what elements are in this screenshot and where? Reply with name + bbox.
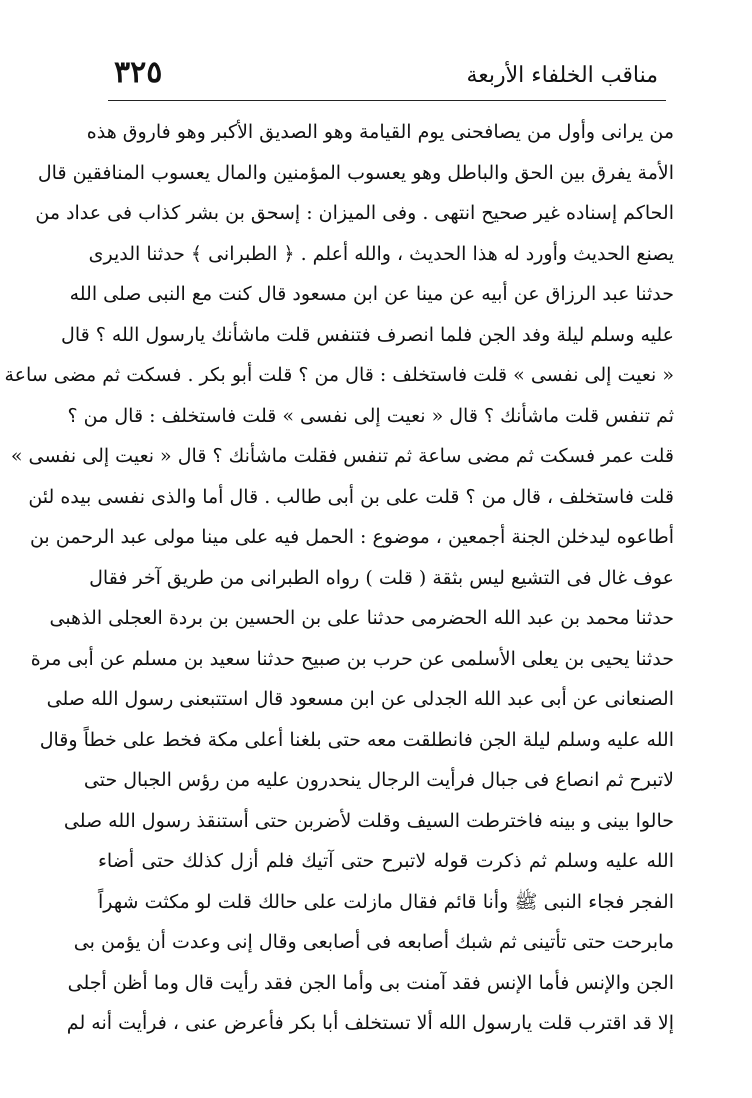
- text-line: الأمة يفرق بين الحق والباطل وهو يعسوب المؤمنين والمال يعسوب المنافقين قال: [37, 161, 674, 184]
- body-text: [4, 112, 674, 1044]
- text-line: حالوا بينى و بينه فاخترطت السيف وقلت لأضربن حتى أستنقذ رسول الله صلى: [63, 809, 674, 832]
- text-line: إلا قد اقترب قلت يارسول الله ألا تستخلف أبا بكر فأعرض عنى ، فرأيت أنه لم: [66, 1012, 674, 1034]
- page-header: [108, 56, 666, 96]
- text-line: لاتبرح ثم انصاع فى جبال فرأيت الرجال ينحدرون عليه من رؤس الجبال حتى: [83, 769, 674, 791]
- text-line: عليه وسلم ليلة وفد الجن فلما انصرف فتنفس قلت ماشأنك يارسول الله ؟ قال: [61, 323, 674, 346]
- text-line: قلت فاستخلف ، قال من ؟ قلت على بن أبى طالب . قال أما والذى نفسى بيده لئن: [28, 485, 674, 508]
- page-number: ٣٢٥: [114, 55, 163, 90]
- text-line: الجن والإنس فأما الإنس فقد آمنت بى وأما الجن فقد رأيت قال وما أظن أجلى: [67, 971, 674, 994]
- text-line: الحاكم إسناده غير صحيح انتهى . وفى الميزان : إسحق بن بشر كذاب فى عداد من: [35, 202, 674, 224]
- text-line: « نعيت إلى نفسى » قلت فاستخلف : قال من ؟ قلت أبو بكر . فسكت ثم مضى ساعة: [4, 364, 674, 386]
- text-line: يصنع الحديث وأورد له هذا الحديث ، والله أعلم . ﴿ الطبرانى ﴾ حدثنا الديرى: [88, 242, 674, 265]
- text-line: من يرانى وأول من يصافحنى يوم القيامة وهو الصديق الأكبر وهو فاروق هذه: [86, 121, 674, 143]
- header-divider: [108, 100, 666, 101]
- text-line: حدثنا محمد بن عبد الله الحضرمى حدثنا على بن الحسين بن بردة العجلى الذهبى: [49, 607, 674, 629]
- text-line: الله عليه وسلم ليلة الجن فانطلقت معه حتى بلغنا أعلى مكة فخط على خطاً وقال: [39, 728, 674, 751]
- text-line: قلت عمر فسكت ثم مضى ساعة ثم تنفس فقلت ماشأنك ؟ قال « نعيت إلى نفسى »: [10, 445, 674, 467]
- text-line: الفجر فجاء النبى ﷺ وأنا قائم فقال مازلت على حالك قلت لو مكثت شهراً: [98, 890, 674, 913]
- text-line: ثم تنفس قلت ماشأنك ؟ قال « نعيت إلى نفسى » قلت فاستخلف : قال من ؟: [67, 404, 674, 427]
- text-line: حدثنا يحيى بن يعلى الأسلمى عن حرب بن صبيح حدثنا سعيد بن مسلم عن أبى مرة: [30, 647, 674, 670]
- text-line: عوف غال فى التشيع ليس بثقة ( قلت ) رواه الطبرانى من طريق آخر فقال: [89, 566, 674, 589]
- text-line: حدثنا عبد الرزاق عن أبيه عن مينا عن ابن مسعود قال كنت مع النبى صلى الله: [69, 283, 674, 305]
- text-line: مابرحت حتى تأتينى ثم شبك أصابعه فى أصابعى وقال إنى وعدت أن يؤمن بى: [73, 931, 674, 953]
- text-line: الصنعانى عن أبى عبد الله الجدلى عن ابن مسعود قال استتبعنى رسول الله صلى: [46, 688, 674, 710]
- running-title: مناقب الخلفاء الأربعة: [466, 63, 658, 88]
- text-line: الله عليه وسلم ثم ذكرت قوله لاتبرح حتى آتيك فلم أزل كذلك حتى أضاء: [98, 850, 674, 872]
- text-line: أطاعوه ليدخلن الجنة أجمعين ، موضوع : الحمل فيه على مينا مولى عبد الرحمن بن: [29, 526, 674, 548]
